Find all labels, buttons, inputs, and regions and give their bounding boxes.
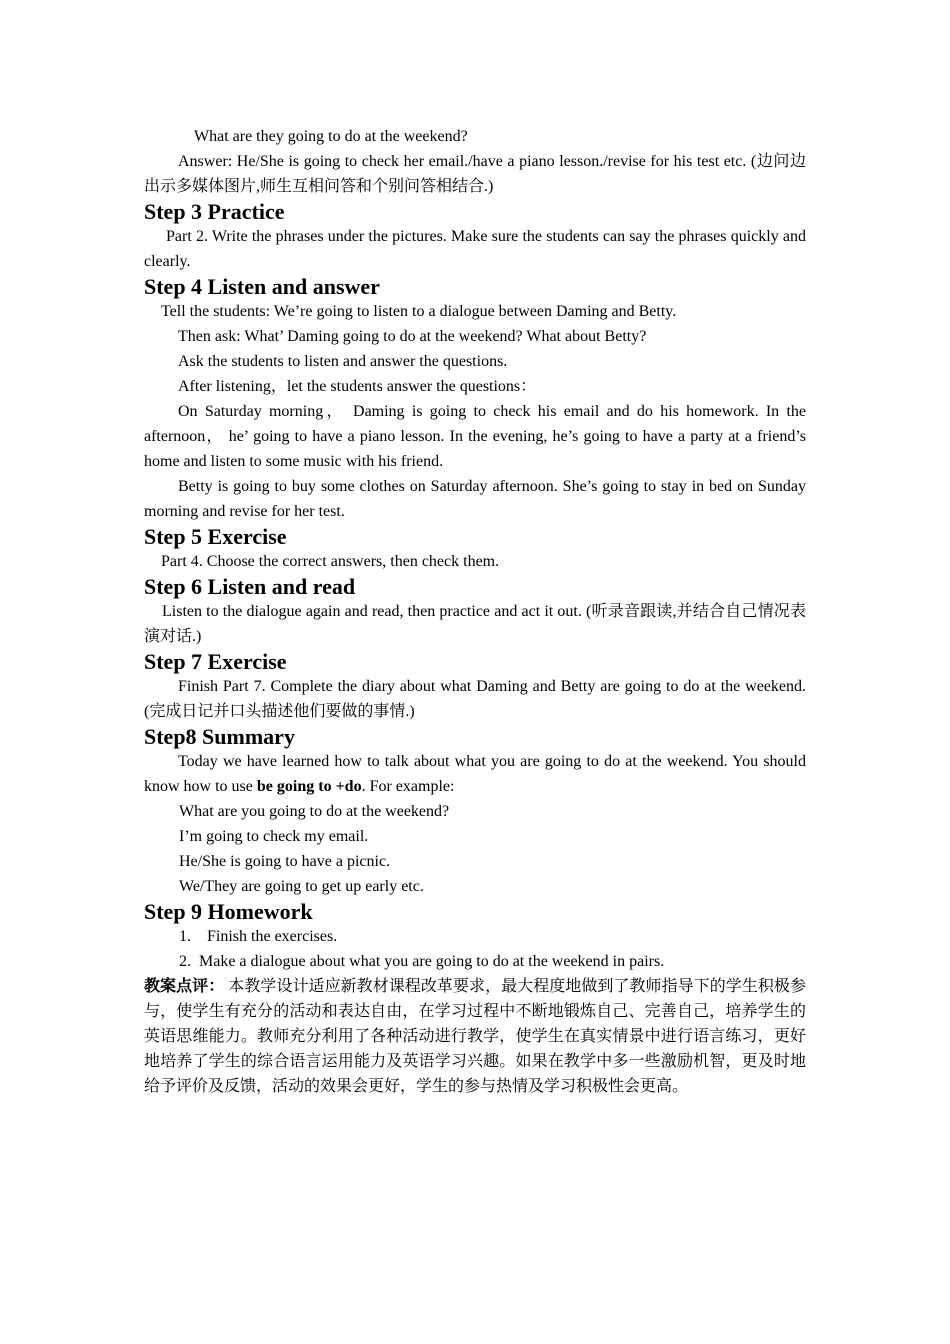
homework-item-1 [144,924,806,949]
step8-text-a: Today we have learned how to talk about what you are going to do at the weekend. You should know how to use [144,753,806,795]
step4-heading: Step 4 Listen and answer [144,274,380,299]
homework-item-1-text: Finish the exercises. [207,928,338,945]
step8-example-1: What are you going to do at the weekend? [179,803,450,820]
step8-example-3: He/She is going to have a picnic. [179,853,391,870]
step8-text [144,749,806,799]
step8-example-4: We/They are going to get up early etc. [179,878,424,895]
step4-line-1: Tell the students: We’re going to listen to a dialogue between Daming and Betty. [161,303,677,320]
step7-heading: Step 7 Exercise [144,649,287,674]
lesson-comment [144,974,806,1099]
homework-item-2-text: Make a dialogue about what you are going to do at the weekend in pairs. [199,953,665,970]
step8-text-bold: be going to +do [256,778,362,795]
step4-line-6: Betty is going to buy some clothes on Saturday afternoon. She’s going to stay in bed on Sunday morning and revise for her test. [144,478,806,520]
step5-heading: Step 5 Exercise [144,524,287,549]
question-line: What are they going to do at the weekend? [194,128,468,145]
step6-text: Listen to the dialogue again and read, then practice and act it out. (听录音跟读,并结合自己情况表演对话.) [144,603,806,645]
step4-line-2: Then ask: What’ Daming going to do at the weekend? What about Betty? [178,328,647,345]
step4-line-4: After listening，let the students answer the questions： [178,378,537,395]
homework-item-2-number: 2. [179,953,191,970]
step8-text-b: . For example: [361,778,455,795]
document-body [144,124,806,1099]
comment-text: 本教学设计适应新教材课程改革要求，最大程度地做到了教师指导下的学生积极参与，使学生有充分的活动和表达自由，在学习过程中不断地锻炼自己、完善自己，培养学生的英语思维能力。教师充分利用了各种活动进行教学，使学生在真实情景中进行语言练习，更好地培养了学生的综合语言运用能力及英语学习兴趣。如果在教学中多一些激励机智，更及时地给予评价及反馈，活动的效果会更好，学生的参与热情及学习积极性会更高。 [144,978,806,1095]
step3-text: Part 2. Write the phrases under the pictures. Make sure the students can say the phrases quickly and clearly. [144,228,806,270]
step6-heading: Step 6 Listen and read [144,574,356,599]
homework-item-2 [144,949,806,974]
answer-line: Answer: He/She is going to check her email./have a piano lesson./revise for his test etc. (边问边出示多媒体图片,师生互相问答和个别问答相结合.) [144,153,806,195]
step4-line-5: On Saturday morning， Daming is going to check his email and do his homework. In the afternoon， he’ going to have a piano lesson. In the evening, he’s going to have a party at a friend’s home and listen to some music with his friend. [144,403,806,470]
step9-heading: Step 9 Homework [144,899,313,924]
comment-label: 教案点评： [144,978,225,995]
step3-heading: Step 3 Practice [144,199,285,224]
homework-item-1-number: 1. [179,928,191,945]
step4-line-3: Ask the students to listen and answer the questions. [178,353,508,370]
step8-heading: Step8 Summary [144,724,295,749]
step7-text: Finish Part 7. Complete the diary about what Daming and Betty are going to do at the weekend. (完成日记并口头描述他们要做的事情.) [144,678,806,720]
step8-example-2: I’m going to check my email. [179,828,369,845]
step5-text: Part 4. Choose the correct answers, then check them. [161,553,500,570]
